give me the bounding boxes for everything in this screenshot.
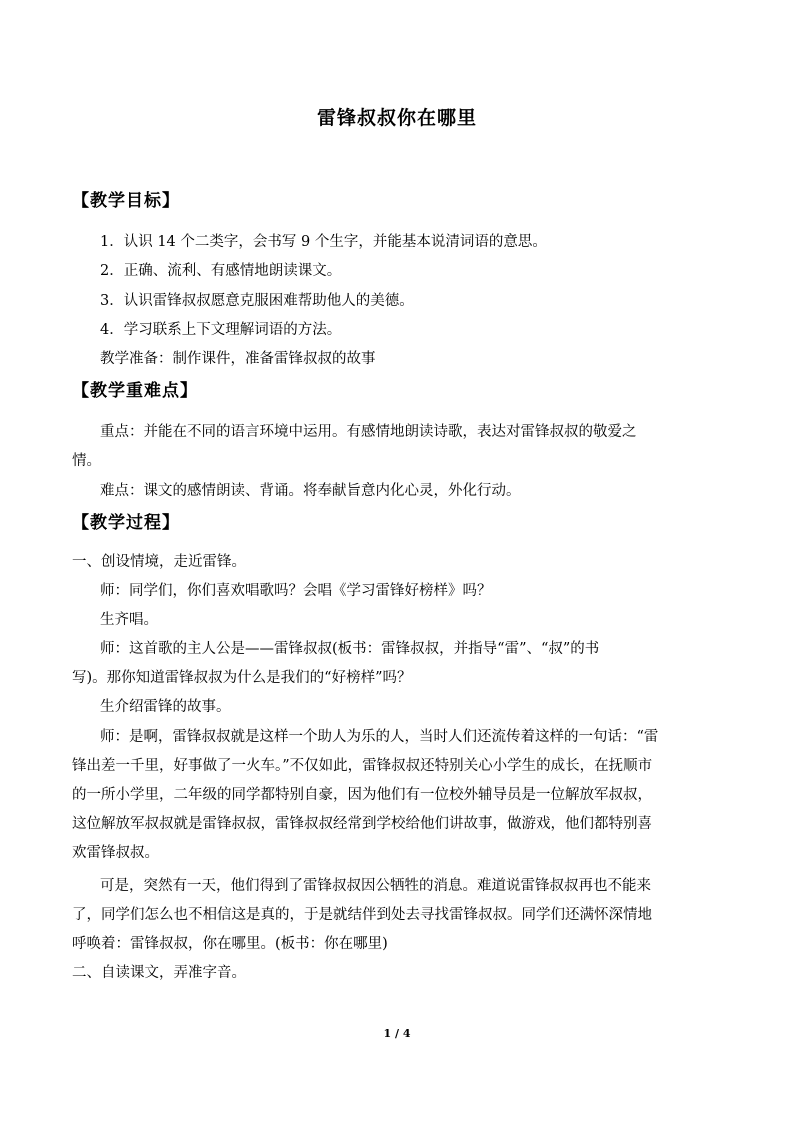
objective-line-4: 4．学习联系上下文理解词语的方法。 [100,322,342,338]
process-line: 生齐唱。 [100,612,158,628]
process-line: 师：是啊，雷锋叔叔就是这样一个助人为乐的人，当时人们还流传着这样的一句话：“雷 [100,729,659,745]
process-step-1-heading: 一、创设情境，走近雷锋。 [72,554,246,570]
difficulty-line: 难点：课文的感情朗读、背诵。将奉献旨意内化心灵，外化行动。 [100,483,521,499]
section-heading-objectives: 【教学目标】 [72,191,180,211]
process-line: 这位解放军叔叔就是雷锋叔叔，雷锋叔叔经常到学校给他们讲故事，做游戏，他们都特别喜 [72,816,652,832]
process-line: 欢雷锋叔叔。 [72,845,159,861]
objective-line-1: 1．认识 14 个二类字，会书写 9 个生字，并能基本说清词语的意思。 [100,234,547,250]
process-line: 师：这首歌的主人公是——雷锋叔叔(板书：雷锋叔叔，并指导“雷”、“叔”的书 [100,641,600,657]
page-title: 雷锋叔叔你在哪里 [316,107,477,129]
process-line: 师：同学们，你们喜欢唱歌吗？会唱《学习雷锋好榜样》吗？ [100,583,492,599]
process-line: 呼唤着：雷锋叔叔，你在哪里。(板书：你在哪里) [72,936,388,952]
key-point-line-1: 重点：并能在不同的语言环境中运用。有感情地朗读诗歌，表达对雷锋叔叔的敬爱之 [100,424,637,440]
process-step-2-heading: 二、自读课文，弄准字音。 [72,965,246,981]
teaching-preparation: 教学准备：制作课件，准备雷锋叔叔的故事 [100,351,376,367]
process-line: 的一所小学里，二年级的同学都特别自豪，因为他们有一位校外辅导员是一位解放军叔叔， [72,787,652,803]
page-number: 1 / 4 [383,1027,411,1040]
process-line: 锋出差一千里，好事做了一火车。”不仅如此，雷锋叔叔还特别关心小学生的成长，在抚顺市 [72,758,653,774]
section-heading-key-points: 【教学重难点】 [72,381,198,401]
key-point-line-2: 情。 [72,453,101,469]
process-line: 生介绍雷锋的故事。 [100,699,231,715]
process-line: 了，同学们怎么也不相信这是真的，于是就结伴到处去寻找雷锋叔叔。同学们还满怀深情地 [72,907,652,923]
section-heading-process: 【教学过程】 [72,513,180,533]
process-line: 可是，突然有一天，他们得到了雷锋叔叔因公牺牲的消息。难道说雷锋叔叔再也不能来 [100,878,651,894]
objective-line-3: 3．认识雷锋叔叔愿意克服困难帮助他人的美德。 [100,293,414,309]
objective-line-2: 2．正确、流利、有感情地朗读课文。 [100,263,342,279]
process-line: 写)。那你知道雷锋叔叔为什么是我们的“好榜样”吗？ [72,670,412,686]
